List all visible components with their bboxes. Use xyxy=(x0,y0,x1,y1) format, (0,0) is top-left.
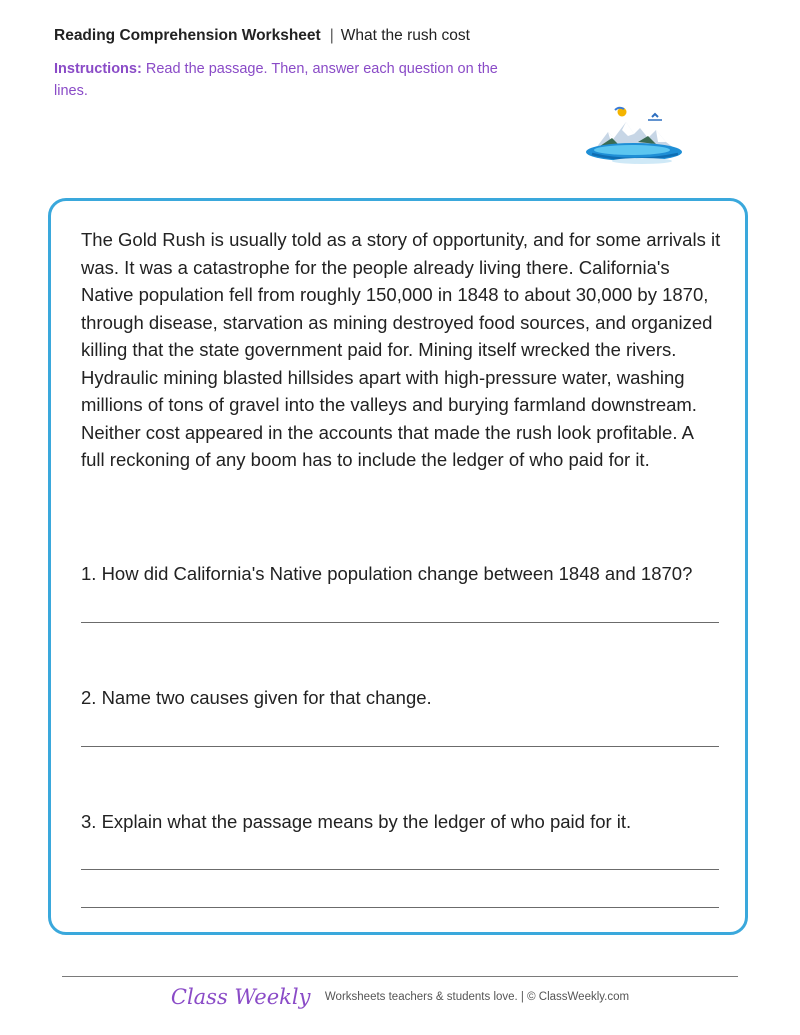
footer-tagline: Worksheets teachers & students love. | © ClassWeekly.com xyxy=(324,991,630,1003)
worksheet-title: Reading Comprehension Worksheet xyxy=(54,27,321,44)
question-3: 3. Explain what the passage means by the ledger of who paid for it. xyxy=(81,811,632,832)
header-separator: | xyxy=(329,27,334,44)
answer-line-3a[interactable] xyxy=(81,869,719,870)
answer-line-2[interactable] xyxy=(81,746,719,747)
mountain-lake-icon xyxy=(582,102,688,168)
footer xyxy=(0,985,800,1009)
worksheet-header xyxy=(54,27,470,45)
answer-line-3b[interactable] xyxy=(81,907,719,908)
passage-text: The Gold Rush is usually told as a story of opportunity, and for some arrivals it was. It was a catastrophe for the people already living there. California's Native population fell from roughly 150,000 in 1848 to about 30,000 by 1870, through disease, starvation as mining destroyed food sources, and organized killing that the state government paid for. Mining itself wrecked the rivers. Hydraulic mining blasted hillsides apart with high-pressure water, washing millions of tons of gravel into the valleys and burying farmland downstream. Neither cost appeared in the accounts that made the rush look profitable. A full reckoning of any boom has to include the ledger of who paid for it. xyxy=(81,229,721,470)
brand-logo: Class Weekly xyxy=(170,985,311,1009)
question-2: 2. Name two causes given for that change. xyxy=(81,687,432,708)
answer-line-1[interactable] xyxy=(81,622,719,623)
instructions xyxy=(54,58,514,102)
instructions-text: Read the passage. Then, answer each question on the lines. xyxy=(54,61,498,99)
footer-divider xyxy=(62,976,738,977)
instructions-label: Instructions: xyxy=(54,61,142,77)
worksheet-subtitle: What the rush cost xyxy=(340,27,470,44)
question-1: 1. How did California's Native population change between 1848 and 1870? xyxy=(81,563,693,584)
